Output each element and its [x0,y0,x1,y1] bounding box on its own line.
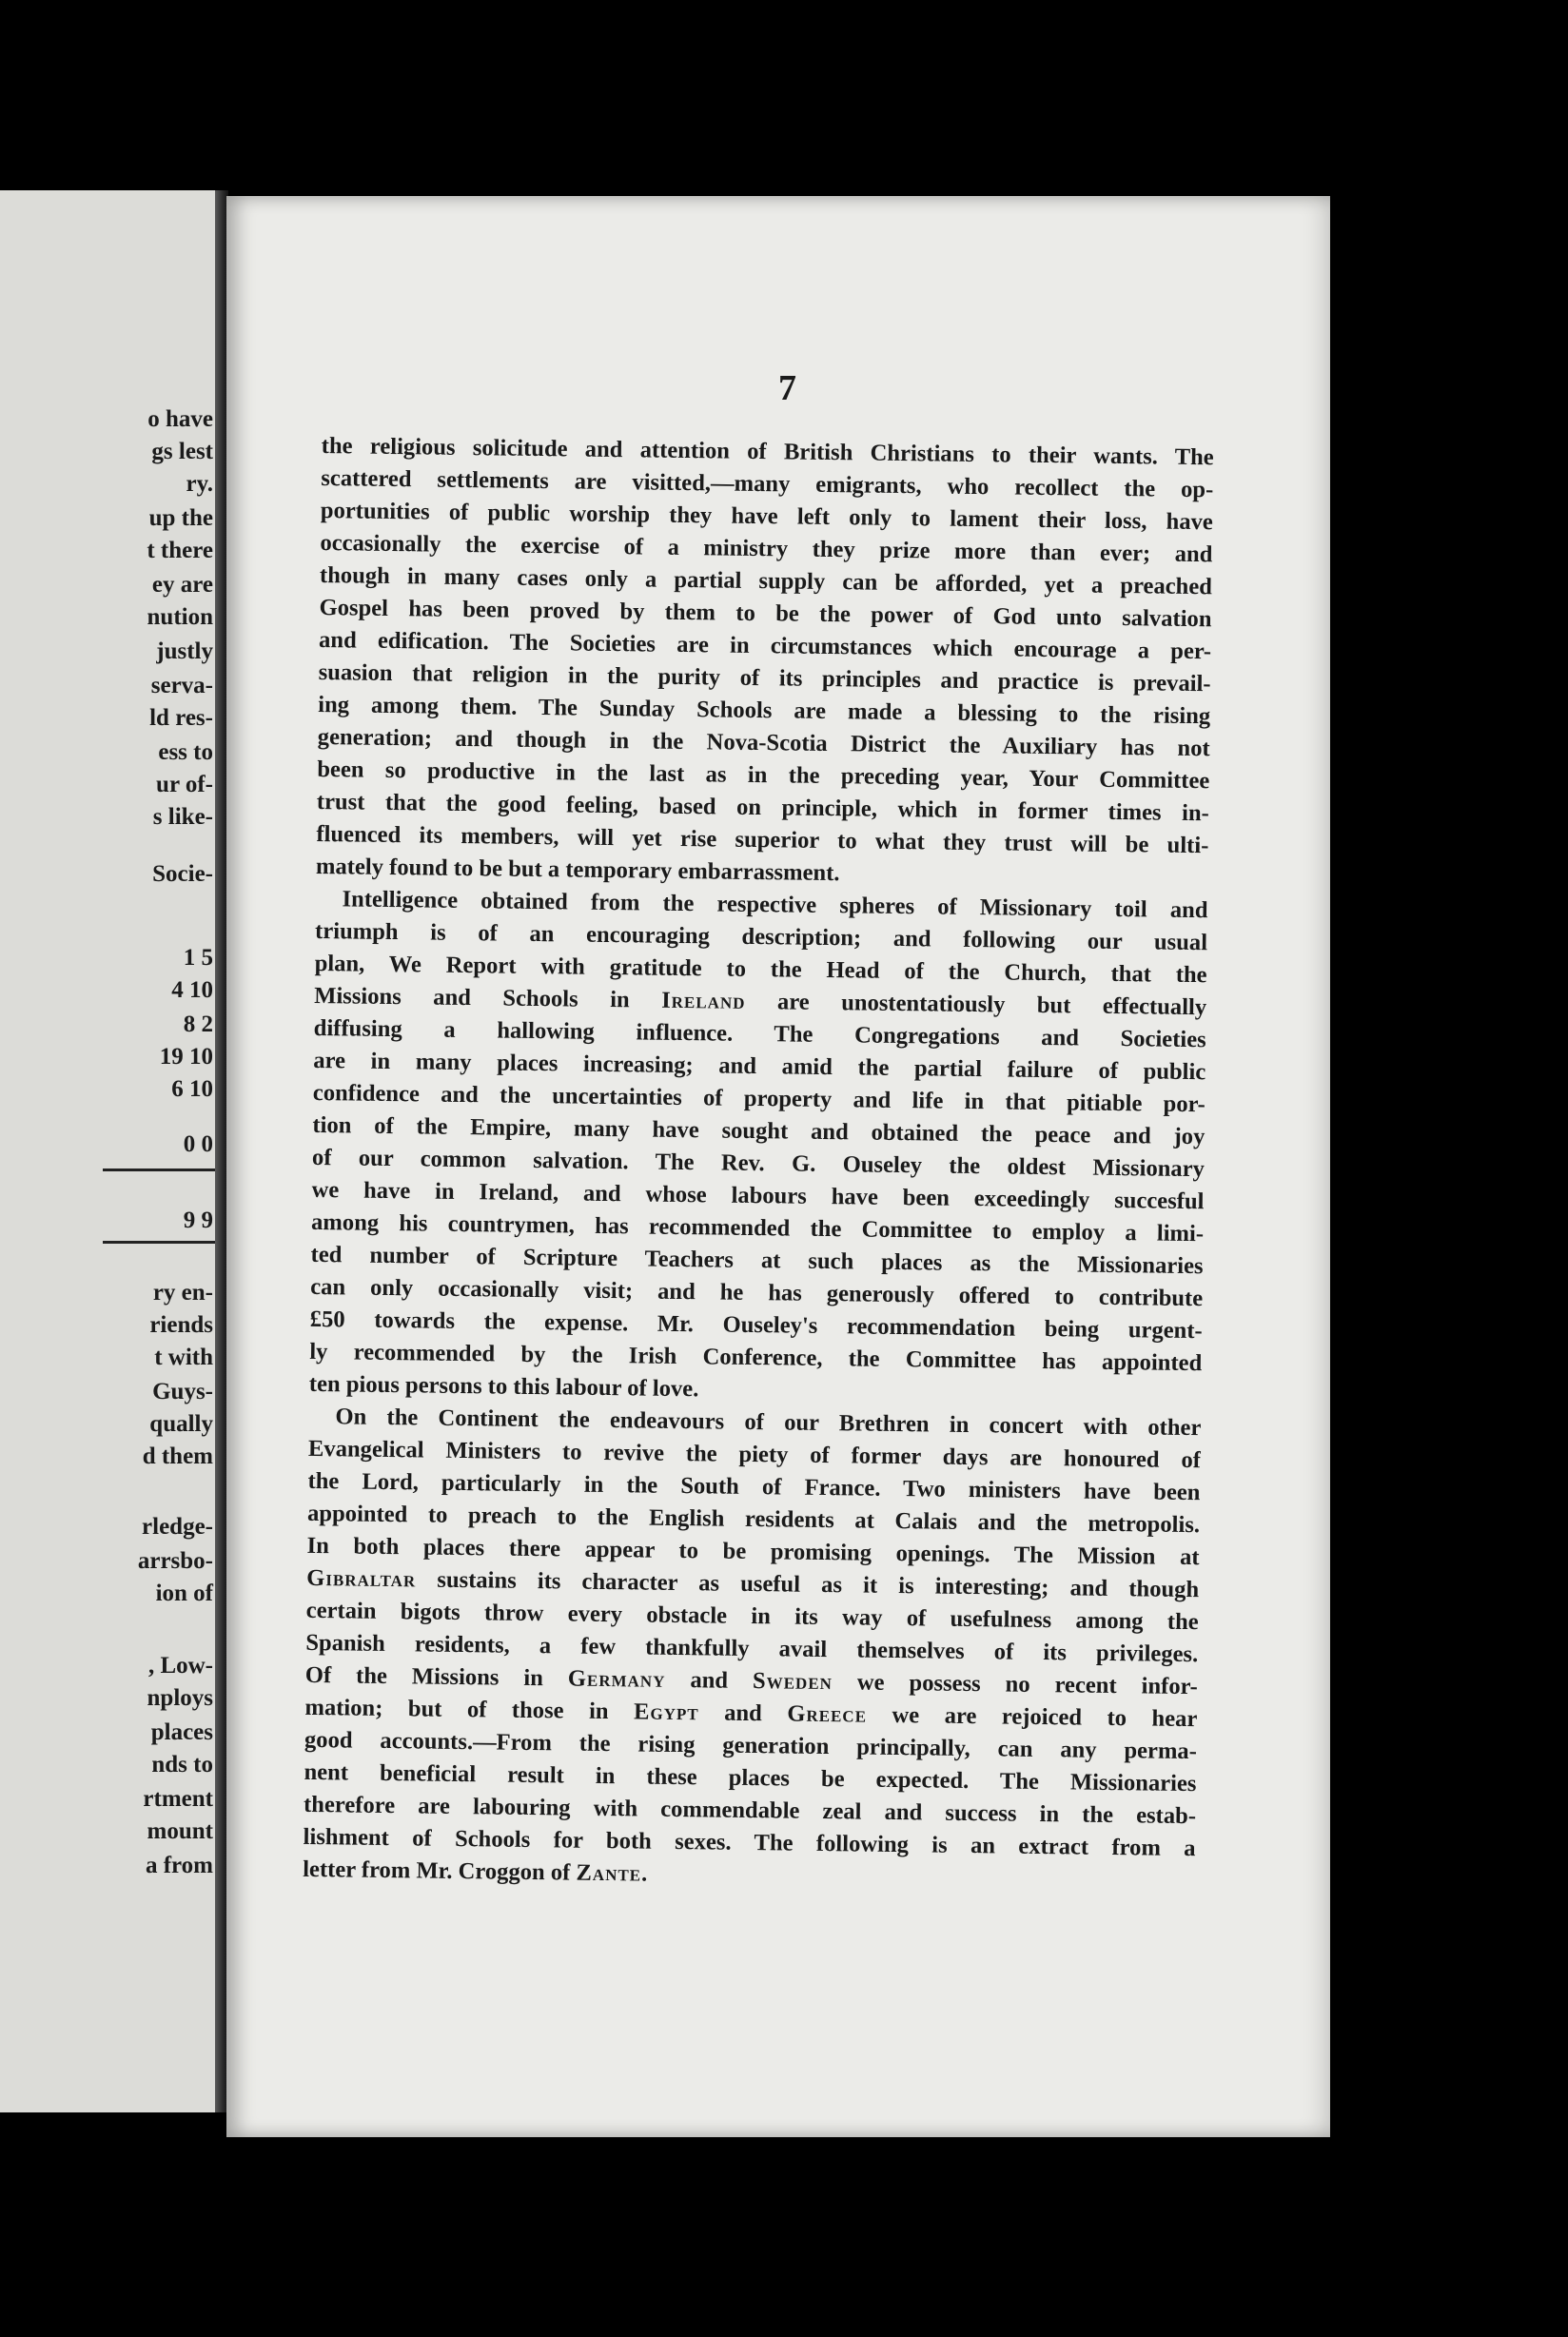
left-page-fragment: , Low- [147,1653,213,1679]
text-line: the Lord, particularly in the South of France. Two ministers have been [307,1467,1201,1506]
left-page-fragment: nploys [147,1685,213,1711]
left-page-fragment: places [150,1719,213,1745]
text-line: can only occasionally visit; and he has generously offered to contribute [310,1273,1204,1312]
text-line: been so productive in the last as in the preceding year, Your Committee [317,756,1210,795]
text-line: are in many places increasing; and amid the partial failure of public [313,1047,1206,1086]
text-line: Evangelical Ministers to revive the piety of former days are honoured of [307,1435,1202,1474]
text-line: tion of the Empire, many have sought and obtained the peace and joy [312,1111,1205,1150]
left-page-fragment: ld res- [149,705,213,731]
text-line: Intelligence obtained from the respective spheres of Missionary toil and [342,886,1208,924]
paragraph [316,430,1214,894]
left-page-fragment: 19 10 [159,1044,213,1070]
left-page-fragment: t with [154,1345,213,1370]
text-line: appointed to preach to the English residents at Calais and the metropolis. [306,1500,1201,1539]
left-page-fragment: gs lest [151,439,213,464]
text-line: Missions and Schools in Ireland are unostentatiously but effectually [314,982,1207,1021]
left-page-fragment: ess to [158,739,213,765]
left-page-fragment: arrsbo- [137,1548,213,1574]
left-page-fragment: ur of- [156,772,213,797]
left-page-fragment: 1 5 [183,945,213,971]
left-page-fragment: serva- [150,673,213,698]
text-line: suasion that religion in the purity of its principles and practice is prevail- [318,658,1211,697]
text-line: ten pious persons to this labour of love. [308,1370,699,1403]
text-line: confidence and the uncertainties of property and life in that pitiable por- [312,1079,1205,1118]
text-line: diffusing a hallowing influence. The Congregations and Societies [313,1014,1206,1053]
left-page-fragment: mount [147,1818,213,1844]
text-line: though in many cases only a partial supply can be afforded, yet a preached [319,561,1213,600]
text-line: good accounts.—From the rising generation principally, can any perma- [304,1726,1198,1765]
left-facing-page [0,190,217,2112]
text-line: trust that the good feeling, based on principle, which in former times in- [316,788,1209,827]
left-page-fragment: o have [147,406,213,432]
left-page-fragment: 9 9 [183,1208,213,1233]
left-page-fragment: 6 10 [171,1076,213,1102]
left-page-fragment: a from [145,1853,213,1878]
left-page-fragment: 4 10 [171,977,213,1003]
text-line: Of the Missions in Germany and Sweden we possess no recent infor- [304,1661,1198,1700]
text-line: nent beneficial result in these places be expected. The Missionaries [304,1758,1197,1797]
left-page-fragment: t there [147,538,213,563]
left-page-fragment: ry. [186,471,213,497]
paragraph [309,883,1208,1412]
left-page-fragment: rtment [143,1786,213,1812]
left-page-fragment: riends [149,1312,213,1338]
text-line: In both places there appear to be promising openings. The Mission at [306,1532,1200,1571]
left-page-rule [103,1168,217,1171]
text-line: ly recommended by the Irish Conference, the Committee has appointed [309,1338,1203,1377]
left-page-fragment: Socie- [152,861,213,887]
text-line: Gibraltar sustains its character as useful as it is interesting; and though [306,1564,1200,1603]
text-line: mately found to be but a temporary embarrassment. [315,853,840,887]
text-line: mation; but of those in Egypt and Greece we are rejoiced to hear [304,1694,1198,1733]
text-line: triumph is of an encouraging description; and following our usual [314,917,1208,956]
text-line: fluenced its members, will yet rise superior to what they trust will be ulti- [316,820,1209,859]
left-page-fragment: s like- [152,804,213,830]
left-page-fragment: ey are [151,572,213,598]
left-page-fragment: d them [142,1443,213,1469]
text-line: certain bigots throw every obstacle in its way of usefulness among the [305,1597,1199,1636]
left-page-fragment: nution [147,604,213,630]
left-page-fragment: 0 0 [183,1131,213,1157]
left-page-fragment: Guys- [152,1379,213,1404]
page-body-text [303,430,1214,1897]
left-page-fragment: nds to [151,1752,213,1777]
left-page-fragment: ry en- [152,1280,213,1306]
text-line: Spanish residents, a few thankfully avail themselves of its privileges. [305,1629,1199,1668]
left-page-rule [103,1241,217,1244]
text-line: and edification. The Societies are in circumstances which encourage a per- [318,626,1212,665]
left-page-fragment: qually [149,1411,213,1437]
text-line: among his countrymen, has recommended the Committee to employ a limi- [310,1208,1205,1247]
left-page-fragment: up the [148,505,213,531]
text-line: letter from Mr. Croggon of Zante. [303,1856,648,1887]
text-line: portunities of public worship they have left only to lament their loss, have [320,497,1213,536]
text-line: of our common salvation. The Rev. G. Ouseley the oldest Missionary [311,1144,1205,1183]
text-line: ing among them. The Sunday Schools are made a blessing to the rising [318,691,1211,730]
text-line: therefore are labouring with commendable zeal and success in the estab- [303,1791,1197,1830]
text-line: generation; and though in the Nova-Scotia District the Auxiliary has not [317,723,1210,762]
text-line: Gospel has been proved by them to be the power of God unto salvation [319,594,1212,633]
left-page-fragment: rledge- [142,1514,213,1540]
text-line: On the Continent the endeavours of our Brethren in concert with other [335,1404,1202,1442]
left-page-fragment: 8 2 [183,1011,213,1037]
text-line: £50 towards the expense. Mr. Ouseley's recommendation being urgent- [309,1306,1203,1345]
text-line: lishment of Schools for both sexes. The following is an extract from a [303,1823,1196,1862]
text-line: we have in Ireland, and whose labours have been exceedingly succesful [311,1176,1205,1215]
page-number: 7 [778,368,796,408]
text-line: scattered settlements are visitted,—many emigrants, who recollect the op- [321,464,1214,503]
left-page-fragment: justly [156,638,213,664]
paragraph [303,1401,1202,1897]
text-line: plan, We Report with gratitude to the Head of the Church, that the [314,950,1207,989]
left-page-fragment: ion of [155,1581,213,1606]
text-line: occasionally the exercise of a ministry they prize more than ever; and [320,529,1213,568]
text-line: ted number of Scripture Teachers at such places as the Missionaries [310,1241,1204,1280]
text-line: the religious solicitude and attention of British Christians to their wants. The [321,432,1214,471]
